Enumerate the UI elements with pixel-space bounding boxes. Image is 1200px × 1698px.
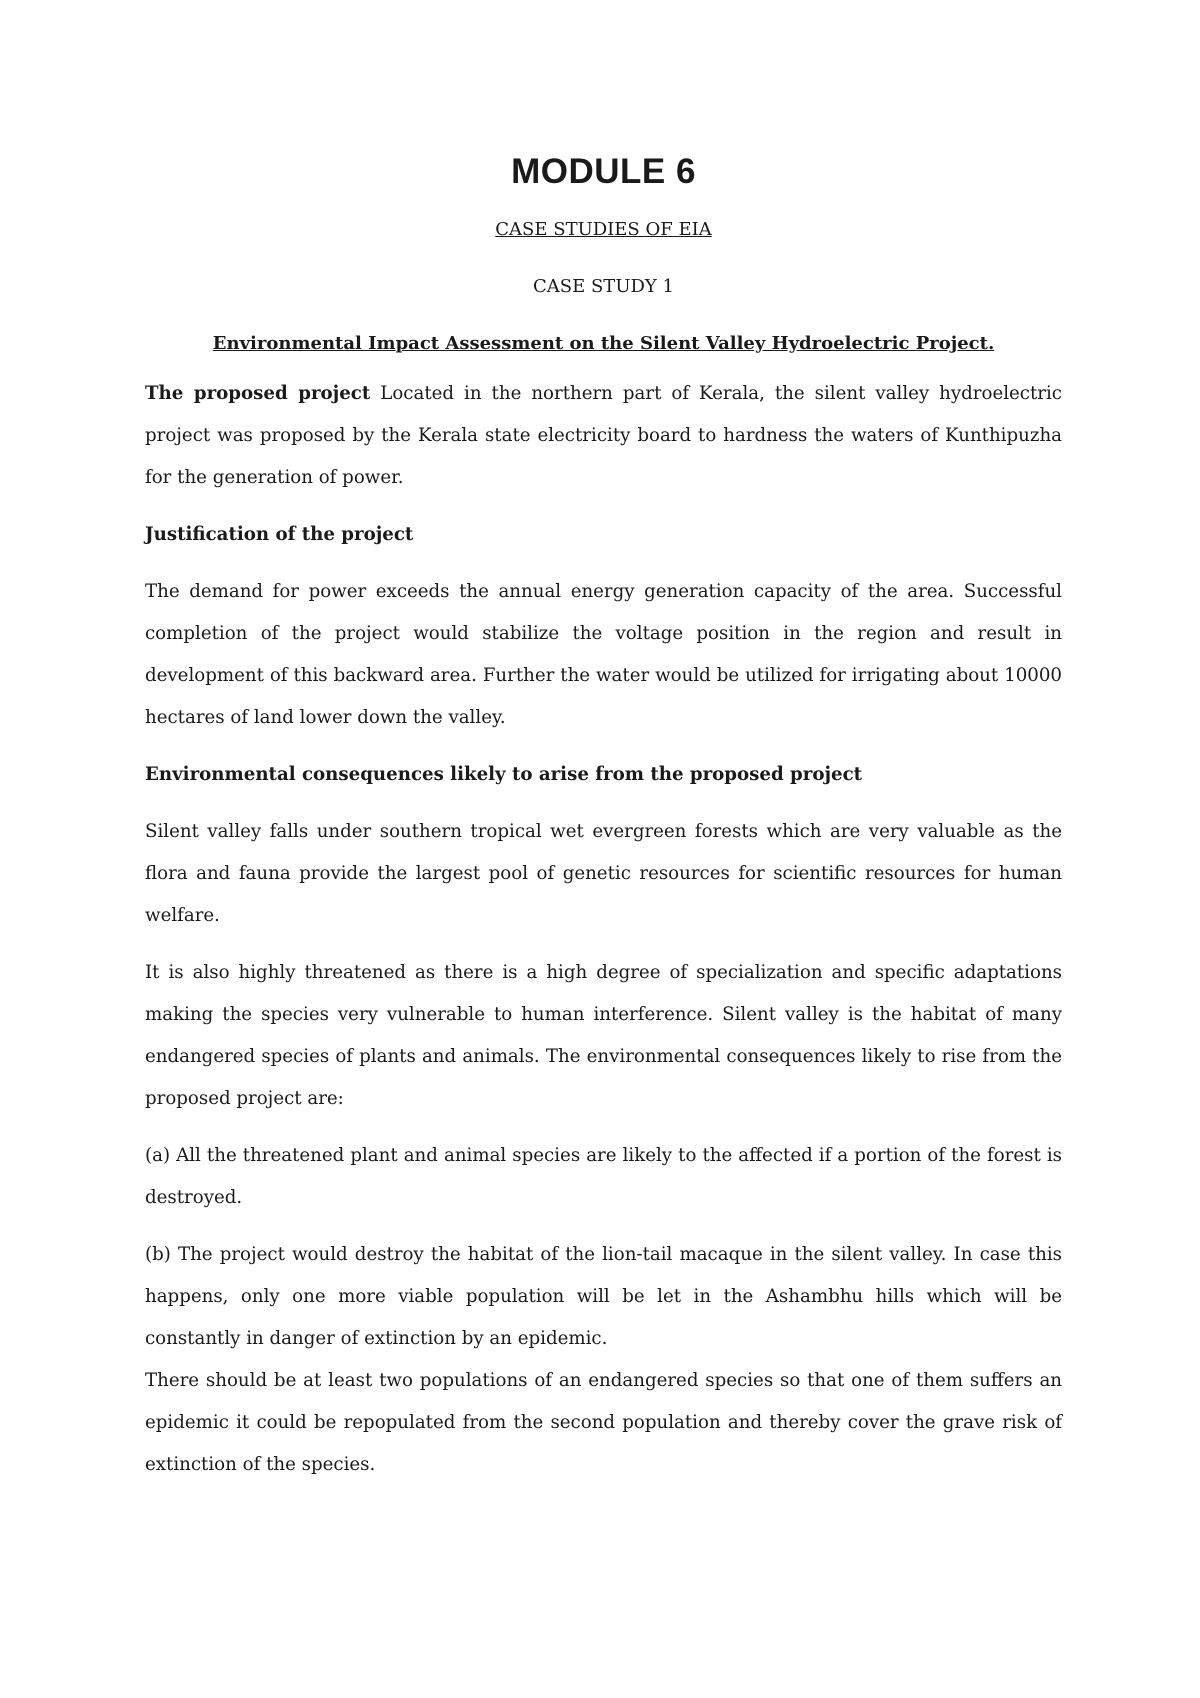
justification-paragraph: The demand for power exceeds the annual energy generation capacity of the area. Successful completion of the project would stabilize the voltage position in the region and result in development of this backward area. Further the water would be utilized for irrigating about 10000 hectares of land lower down the valley. [145,581,1062,728]
consequence-item-b: (b) The project would destroy the habitat of the lion-tail macaque in the silent valley. In case this happens, only one more viable population will be let in the Ashambhu hills which will be constantly in danger of extinction by an epidemic. [145,1244,1062,1349]
consequence-item-a: (a) All the threatened plant and animal species are likely to the affected if a portion of the forest is destroyed. [145,1145,1062,1208]
case-study-label: CASE STUDY 1 [533,276,674,297]
module-title: MODULE 6 [511,152,696,191]
consequences-paragraph-3: There should be at least two populations of an endangered species so that one of them suffers an epidemic it could be repopulated from the second population and thereby cover the grave risk of extinction of the species. [145,1370,1062,1475]
document-page [145,150,1062,1486]
consequences-heading: Environmental consequences likely to arise from the proposed project [145,764,863,785]
proposed-project-text: Located in the northern part of Kerala, the silent valley hydroelectric project was proposed by the Kerala state electricity board to hardness the waters of Kunthipuzha for the generation of power. [145,383,1062,488]
justification-heading: Justification of the project [145,524,414,545]
consequences-paragraph-2: It is also highly threatened as there is a high degree of specialization and specific adaptations making the species very vulnerable to human interference. Silent valley is the habitat of many endangered species of plants and animals. The environmental consequences likely to rise from the proposed project are: [145,962,1062,1109]
proposed-project-lead: The proposed project [145,383,371,404]
section-title: CASE STUDIES OF EIA [495,219,712,240]
proposed-project-paragraph [145,373,1062,499]
consequences-paragraph-1: Silent valley falls under southern tropical wet evergreen forests which are very valuable as the flora and fauna provide the largest pool of genetic resources for scientific resources for human welfare. [145,821,1062,926]
case-title: Environmental Impact Assessment on the Silent Valley Hydroelectric Project. [212,333,995,354]
